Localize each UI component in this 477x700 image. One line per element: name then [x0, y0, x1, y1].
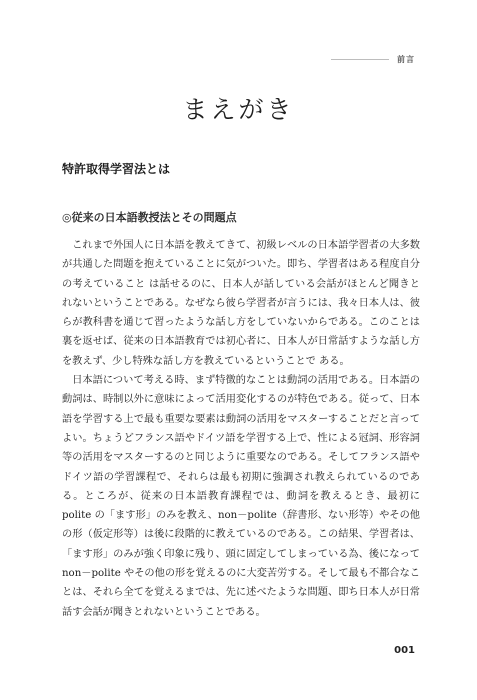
running-head-rule — [331, 59, 389, 60]
subheading: ◎従来の日本語教授法とその問題点 — [62, 211, 237, 224]
page-title: まえがき — [182, 95, 295, 124]
section-heading: 特許取得学習法とは — [62, 162, 171, 176]
running-head-label: 前言 — [397, 55, 415, 64]
paragraph: これまで外国人に日本語を教えてきて、初級レベルの日本語学習者の大多数が共通した問題を抱えていることに気がついた。即ち、学習者はある程度自分の考えていること は話せるのに、日本人が話している会話がほとんど聞きとれないということである。なぜなら彼ら学習者が言うには、我々日本人は、彼らが教科書を通じて習ったような話し方をしていないからである。このことは裏を返せば、従来の日本語教育では初心者に、日本人が日常話すような話し方を教えず、少し特殊な話し方を教えているということで ある。 — [62, 240, 420, 367]
running-head — [331, 54, 415, 65]
page-number: 001 — [394, 645, 415, 656]
body-text — [62, 236, 420, 622]
paragraph: 日本語について考える時、まず特徴的なことは動詞の活用である。日本語の動詞は、時制以外に意味によって活用変化するのが特色である。従って、日本語を学習する上で最も重要な要素は動詞の活用をマスターすることだと言ってよい。ちょうどフランス語やドイツ語を学習する上で、性による冠詞、形容詞等の活用をマスターするのと同じように重要なのである。そしてフランス語やドイツ語の学習課程で、それらは最も初期に強調され教えられているのである。ところが、従来の日本語教育課程では、動詞を教えるとき、最初に polite の「ます形」のみを教え、non－polite（辞書形、ない形等）やその他の形（仮定形等）は後に段階的に教えているのである。この結果、学習者は、「ます形」のみが強く印象に残り、頭に固定してしまっている為、後になって non－polite やその他の形を覚えるのに大変苦労する。そして最も不都合なことは、それら全てを覚えるまでは、先に述べたような問題、即ち日本人が日常話す会話が聞きとれないということである。 — [62, 375, 420, 618]
